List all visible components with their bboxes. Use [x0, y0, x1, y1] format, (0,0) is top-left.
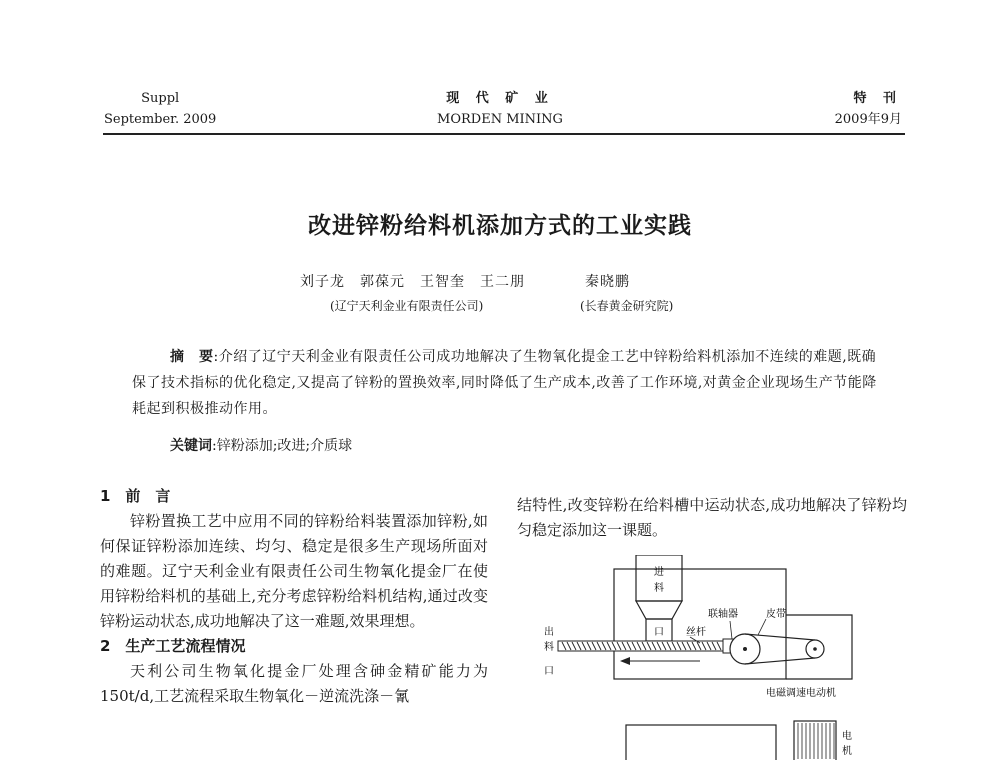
coupling-label: 联轴器 [708, 609, 738, 620]
screw-label: 丝杆 [686, 627, 706, 638]
abstract-label: 摘 要 [170, 349, 214, 365]
abstract [132, 344, 878, 422]
abstract-text: :介绍了辽宁天利金业有限责任公司成功地解决了生物氧化提金工艺中锌粉给料机添加不连续的难题,既确保了技术指标的优化稳定,又提高了锌粉的置换效率,同时降低了生产成本,改善了工作环境,对黄金企业现场生产节能降耗起到积极推动作用。 [132, 349, 877, 417]
feeder-schematic-figure [540, 555, 870, 760]
keywords-label: 关键词 [170, 438, 212, 454]
lower-motor-label-1: 电 [842, 731, 852, 742]
article-authors: 刘子龙 郭葆元 王智奎 王二朋 秦晓鹏 [300, 274, 630, 290]
keywords-text: :锌粉添加;改进;介质球 [212, 438, 353, 454]
inlet-label-2: 料 [654, 583, 664, 594]
lower-tank [626, 725, 776, 760]
header-rule [103, 133, 905, 135]
left-column [100, 484, 488, 709]
article-title: 改进锌粉给料机添加方式的工业实践 [308, 212, 692, 239]
keywords [170, 435, 352, 455]
motor-fins [798, 723, 834, 759]
inlet-hopper [636, 555, 682, 601]
affiliation-2: (长春黄金研究院) [580, 299, 674, 313]
section-1-heading: 1 前 言 [100, 487, 171, 505]
right-column-paragraph: 结特性,改变锌粉在给料槽中运动状态,成功地解决了锌粉均匀稳定添加这一课题。 [517, 496, 907, 539]
belt-label: 皮带 [766, 609, 786, 620]
header-journal-suppl: Suppl September. 2009 [104, 91, 217, 127]
inlet-label-3: 口 [654, 627, 664, 638]
section-2-paragraph: 天利公司生物氧化提金厂处理含砷金精矿能力为150t/d,工艺流程采取生物氧化－逆流洗涤－氰 [100, 662, 488, 705]
flow-arrow-head [620, 657, 630, 665]
hopper-funnel [636, 601, 682, 619]
motor-label: 电磁调速电动机 [766, 688, 836, 699]
affiliation-1: (辽宁天利金业有限责任公司) [330, 299, 484, 313]
outlet-label-3: 口 [544, 666, 554, 677]
section-1-paragraph: 锌粉置换工艺中应用不同的锌粉给料装置添加锌粉,如何保证锌粉添加连续、均匀、稳定是很多生产现场所面对的难题。辽宁天利金业有限责任公司生物氧化提金厂在使用锌粉给料机的基础上,充分考虑锌粉给料机结构,通过改变锌粉运动状态,成功地解决了这一难题,效果理想。 [100, 512, 488, 630]
outlet-label-2: 料 [544, 642, 554, 653]
inlet-label-1: 进 [654, 567, 664, 578]
lower-motor-label-2: 机 [842, 746, 852, 757]
header-journal-name: 现 代 矿 业 MORDEN MINING [437, 91, 563, 127]
section-2-heading: 2 生产工艺流程情况 [100, 637, 246, 655]
outlet-label-1: 出 [544, 627, 554, 638]
header-issue: 特 刊 2009年9月 [834, 91, 902, 127]
